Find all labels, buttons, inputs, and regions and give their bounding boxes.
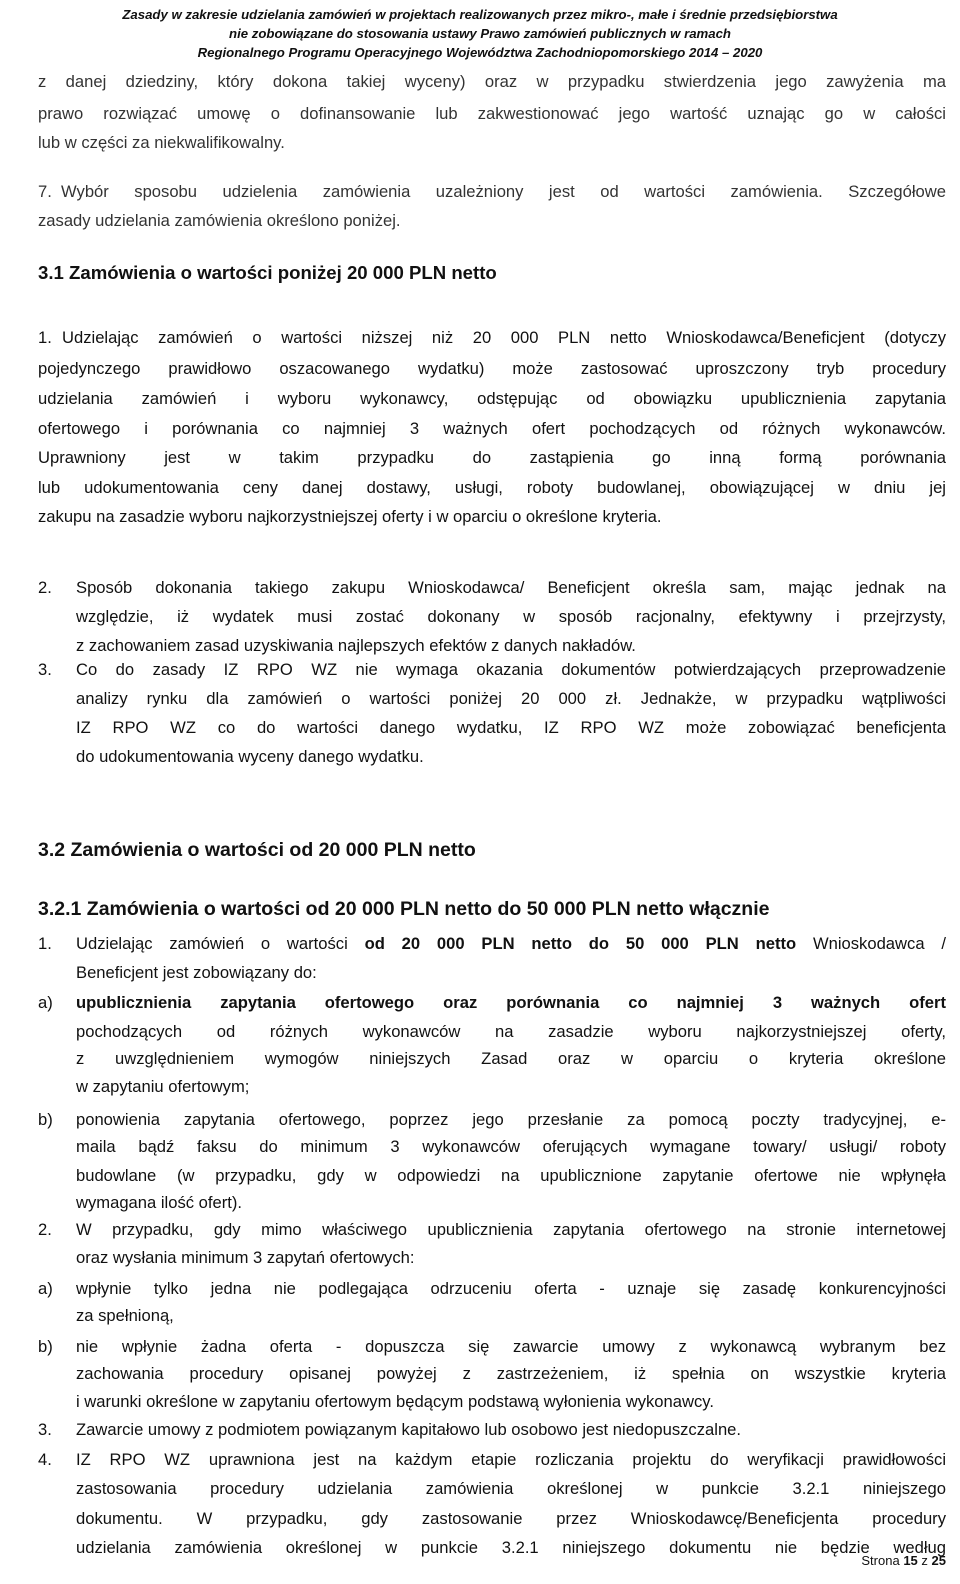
s321-point-1 — [38, 934, 946, 954]
footer-page-total: 25 — [931, 1553, 946, 1568]
s321-item-a — [38, 993, 946, 1013]
section-heading-3-2: 3.2 Zamówienia o wartości od 20 000 PLN netto — [38, 839, 476, 861]
point-number: 7. — [38, 182, 52, 201]
s321-line: maila bądź faksu do minimum 3 wykonawców oferujących wymagane towary/ usługi/ roboty — [76, 1137, 946, 1156]
item-text: ponowienia zapytania ofertowego, poprzez jego przesłanie za pomocą poczty tradycyjnej, e- — [76, 1110, 946, 1129]
s321-line: dokumentu. W przypadku, gdy zastosowanie przez Wnioskodawcę/Beneficjenta procedury — [76, 1509, 946, 1528]
page-footer — [861, 1553, 946, 1569]
s321-point-4 — [38, 1450, 946, 1470]
point-text: Udzielając zamówień o wartości niższej niż 20 000 PLN netto Wnioskodawca/Beneficjent (dotyczy — [62, 328, 946, 347]
point-text: Wybór sposobu udzielenia zamówienia uzależniony jest od wartości zamówienia. Szczegółowe — [61, 182, 946, 201]
point-number: 2. — [38, 1220, 52, 1239]
s31-line: lub udokumentowania ceny danej dostawy, usługi, roboty budowlanej, obowiązującej w dniu jej — [38, 478, 946, 497]
item-marker: b) — [38, 1337, 53, 1356]
s321-p2-item-a — [38, 1279, 946, 1299]
s321-line: za spełnioną, — [76, 1306, 174, 1325]
item-text-bold: upublicznienia zapytania ofertowego oraz porównania co najmniej 3 ważnych ofert — [76, 993, 946, 1012]
footer-page-number: 15 — [903, 1553, 918, 1568]
s31-line: analizy rynku dla zamówień o wartości poniżej 20 000 zł. Jednakże, w przypadku wątpliwości — [76, 689, 946, 708]
intro-line: z danej dziedziny, który dokona takiej wyceny) oraz w przypadku stwierdzenia jego zawyżenia ma — [38, 72, 946, 91]
s31-line: pojedynczego prawidłowo oszacowanego wydatku) może zastosować uproszczony tryb procedury — [38, 359, 946, 378]
s31-point-3 — [38, 660, 946, 680]
point-text-c: Wnioskodawca / — [812, 934, 946, 953]
point-number: 3. — [38, 1420, 52, 1439]
s321-point-3 — [38, 1420, 946, 1440]
page-header — [0, 5, 960, 62]
s31-line: do udokumentowania wyceny danego wydatku. — [76, 747, 424, 766]
intro-line: lub w części za niekwalifikowalny. — [38, 133, 285, 152]
s321-line: udzielania zamówienia określonej w punkcie 3.2.1 niniejszego dokumentu nie będzie według — [76, 1538, 946, 1557]
s321-line: zachowania procedury opisanej powyżej z zastrzeżeniem, iż spełnia on wszystkie kryteria — [76, 1364, 946, 1383]
item-text: wpłynie tylko jedna nie podlegająca odrzuceniu oferta - uznaje się zasadę konkurencyjności — [76, 1279, 946, 1298]
s31-line: IZ RPO WZ co do wartości danego wydatku, IZ RPO WZ może zobowiązać beneficjenta — [76, 718, 946, 737]
s321-line: z uwzględnieniem wymogów niniejszych Zasad oraz w oparciu o kryteria określone — [76, 1049, 946, 1068]
point-7 — [38, 182, 946, 202]
s321-line: w zapytaniu ofertowym; — [76, 1077, 250, 1096]
s321-p2-item-b — [38, 1337, 946, 1357]
s31-line: z zachowaniem zasad uzyskiwania najlepszych efektów z danych nakładów. — [76, 636, 636, 655]
point-number: 2. — [38, 578, 52, 597]
point-number: 4. — [38, 1450, 52, 1469]
s321-line: budowlane (w przypadku, gdy w odpowiedzi na upublicznione zapytanie ofertowe nie wpłynęła — [76, 1166, 946, 1185]
s321-item-b — [38, 1110, 946, 1130]
point-text-bold: od 20 000 PLN netto do 50 000 PLN netto — [364, 934, 797, 953]
s31-point-2 — [38, 578, 946, 598]
item-marker: a) — [38, 993, 53, 1012]
s321-line: Beneficjent jest zobowiązany do: — [76, 963, 317, 982]
footer-label: Strona — [861, 1553, 900, 1568]
point-text: Sposób dokonania takiego zakupu Wnioskodawca/ Beneficjent określa sam, mając jednak na — [76, 578, 946, 597]
point-text: IZ RPO WZ uprawniona jest na każdym etapie rozliczania projektu do weryfikacji prawidłowości — [76, 1450, 946, 1469]
point-text: Zawarcie umowy z podmiotem powiązanym kapitałowo lub osobowo jest niedopuszczalne. — [76, 1420, 742, 1439]
s321-line: pochodzących od różnych wykonawców na zasadzie wyboru najkorzystniejszej oferty, — [76, 1022, 946, 1041]
item-marker: b) — [38, 1110, 53, 1129]
s321-line: zastosowania procedury udzielania zamówienia określonej w punkcie 3.2.1 niniejszego — [76, 1479, 946, 1498]
s321-line: i warunki określone w zapytaniu ofertowym będącym podstawą wyłonienia wykonawcy. — [76, 1392, 714, 1411]
item-text: nie wpłynie żadna oferta - dopuszcza się zawarcie umowy z wykonawcą wybranym bez — [76, 1337, 946, 1356]
s321-line: oraz wysłania minimum 3 zapytań ofertowych: — [76, 1248, 415, 1267]
point-text: W przypadku, gdy mimo właściwego upublicznienia zapytania ofertowego na stronie internetowej — [76, 1220, 946, 1239]
item-marker: a) — [38, 1279, 53, 1298]
intro-line: prawo rozwiązać umowę o dofinansowanie lub zakwestionować jego wartość uznając go w całości — [38, 104, 946, 123]
s31-point-1 — [38, 328, 946, 348]
header-line-2: nie zobowiązane do stosowania ustawy Prawo zamówień publicznych w ramach — [229, 26, 731, 41]
section-heading-3-1: 3.1 Zamówienia o wartości poniżej 20 000 PLN netto — [38, 262, 497, 283]
section-heading-3-2-1: 3.2.1 Zamówienia o wartości od 20 000 PLN netto do 50 000 PLN netto włącznie — [38, 898, 770, 920]
header-line-3: Regionalnego Programu Operacyjnego Województwa Zachodniopomorskiego 2014 – 2020 — [197, 45, 763, 60]
point-number: 1. — [38, 934, 52, 953]
s31-line: względzie, iż wydatek musi zostać dokonany w sposób racjonalny, efektywny i przejrzysty, — [76, 607, 946, 626]
s31-line: udzielania zamówień i wyboru wykonawcy, odstępując od obowiązku upublicznienia zapytania — [38, 389, 946, 408]
header-line-1: Zasady w zakresie udzielania zamówień w projektach realizowanych przez mikro-, małe i średnie przedsiębiorstwa — [122, 7, 838, 22]
point-7-cont: zasady udzielania zamówienia określono poniżej. — [38, 211, 401, 230]
s31-line: Uprawniony jest w takim przypadku do zastąpienia go inną formą porównania — [38, 448, 946, 467]
point-text: Co do zasady IZ RPO WZ nie wymaga okazania dokumentów potwierdzających przeprowadzenie — [76, 660, 946, 679]
footer-separator: z — [921, 1553, 928, 1568]
s31-line: zakupu na zasadzie wyboru najkorzystniejszej oferty i w oparciu o określone kryteria. — [38, 507, 662, 526]
point-text-a: Udzielając zamówień o wartości — [76, 934, 348, 953]
s31-line: ofertowego i porównania co najmniej 3 ważnych ofert pochodzących od różnych wykonawców. — [38, 419, 946, 438]
point-number: 3. — [38, 660, 52, 679]
s321-line: wymagana ilość ofert). — [76, 1193, 243, 1212]
s321-point-2 — [38, 1220, 946, 1240]
point-number: 1. — [38, 328, 52, 347]
